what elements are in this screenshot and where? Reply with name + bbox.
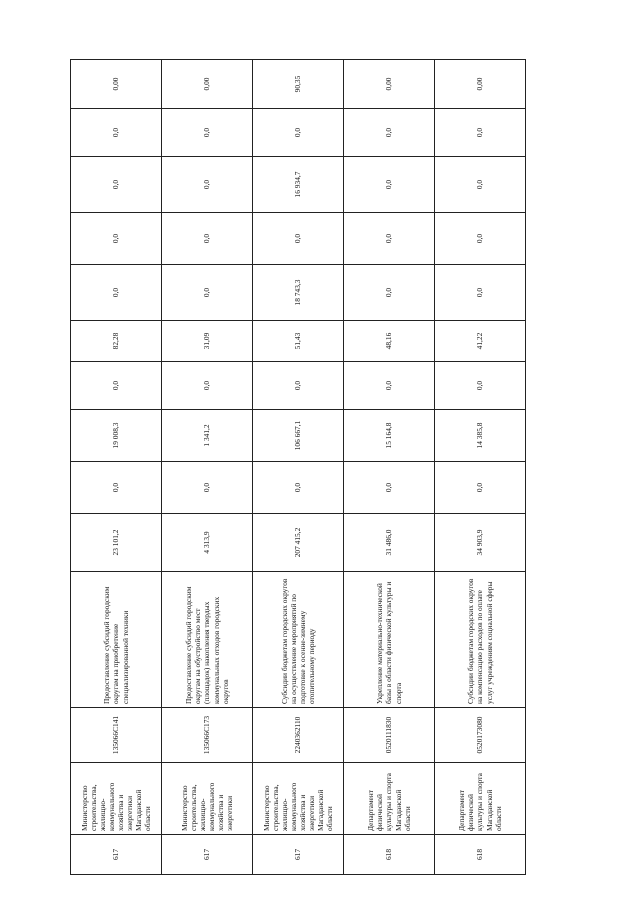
value-cell: 0,0 — [162, 265, 253, 321]
description-cell: Предоставление субсидий городским округам на приобретение специализированной техники — [71, 572, 162, 708]
value-cell: 0,00 — [344, 60, 435, 109]
value-cell: 0,00 — [71, 60, 162, 109]
code-cell: 617 — [253, 835, 344, 875]
description-cell: Субсидии бюджетам городских округов на компенсацию расходов по оплате услуг учреждениям социальной сферы — [435, 572, 526, 708]
value-cell: 19 008,3 — [71, 410, 162, 462]
value-cell: 0,0 — [253, 362, 344, 410]
target-code-cell: 2240362110 — [253, 708, 344, 763]
target-code-cell: 135066С141 — [71, 708, 162, 763]
target-code-cell: 135066С173 — [162, 708, 253, 763]
value-cell: 0,00 — [435, 60, 526, 109]
value-cell: 41,22 — [435, 321, 526, 362]
value-cell: 14 385,8 — [435, 410, 526, 462]
target-code-cell: 0520111830 — [344, 708, 435, 763]
value-cell: 0,0 — [162, 462, 253, 514]
value-cell: 0,0 — [71, 462, 162, 514]
value-cell: 34 903,9 — [435, 514, 526, 572]
table-row — [435, 60, 526, 875]
value-cell: 0,0 — [71, 265, 162, 321]
value-cell: 0,0 — [71, 157, 162, 213]
value-cell: 0,0 — [253, 213, 344, 265]
value-cell: 0,0 — [71, 362, 162, 410]
value-cell: 4 313,9 — [162, 514, 253, 572]
value-cell: 0,0 — [344, 265, 435, 321]
value-cell: 31,09 — [162, 321, 253, 362]
table-row — [162, 60, 253, 875]
table-row — [344, 60, 435, 875]
value-cell: 82,28 — [71, 321, 162, 362]
value-cell: 0,0 — [162, 109, 253, 157]
code-cell: 618 — [344, 835, 435, 875]
department-cell: Департамент физической культуры и спорта Магаданской области — [435, 763, 526, 835]
department-cell: Министерство строительства, жилищно-коммунального хозяйства и энергетики Магаданской области — [71, 763, 162, 835]
value-cell: 1 341,2 — [162, 410, 253, 462]
value-cell: 0,00 — [162, 60, 253, 109]
value-cell: 0,0 — [435, 213, 526, 265]
value-cell: 15 164,8 — [344, 410, 435, 462]
department-cell: Министерство строительства, жилищно-коммунального хозяйства и энергетики Магаданской области — [253, 763, 344, 835]
description-cell: Субсидии бюджетам городских округов на осуществление мероприятий по подготовке к осенне-зимнему отопительному периоду — [253, 572, 344, 708]
target-code-cell: 0520173080 — [435, 708, 526, 763]
budget-table — [70, 59, 526, 875]
value-cell: 0,0 — [435, 109, 526, 157]
value-cell: 0,0 — [71, 109, 162, 157]
value-cell: 0,0 — [435, 462, 526, 514]
value-cell: 18 743,3 — [253, 265, 344, 321]
value-cell: 0,0 — [253, 109, 344, 157]
rotated-table-container — [70, 60, 525, 875]
value-cell: 90,35 — [253, 60, 344, 109]
value-cell: 51,43 — [253, 321, 344, 362]
value-cell: 0,0 — [435, 265, 526, 321]
code-cell: 617 — [71, 835, 162, 875]
table-row — [253, 60, 344, 875]
value-cell: 16 934,7 — [253, 157, 344, 213]
value-cell: 0,0 — [344, 109, 435, 157]
value-cell: 0,0 — [71, 213, 162, 265]
value-cell: 0,0 — [344, 362, 435, 410]
table-body — [71, 60, 526, 875]
table-row — [71, 60, 162, 875]
value-cell: 0,0 — [344, 213, 435, 265]
value-cell: 0,0 — [435, 362, 526, 410]
value-cell: 207 415,2 — [253, 514, 344, 572]
description-cell: Предоставление субсидий городским округам на обустройство мест (площадок) накопления твердых коммунальных отходов городских округов — [162, 572, 253, 708]
department-cell: Департамент физической культуры и спорта Магаданской области — [344, 763, 435, 835]
value-cell: 48,16 — [344, 321, 435, 362]
description-cell: Укрепление материально-технической базы в области физической культуры и спорта — [344, 572, 435, 708]
value-cell: 0,0 — [162, 157, 253, 213]
value-cell: 31 486,0 — [344, 514, 435, 572]
department-cell: Министерство строительства, жилищно-коммунального хозяйства и энергетики — [162, 763, 253, 835]
value-cell: 0,0 — [253, 462, 344, 514]
value-cell: 0,0 — [162, 213, 253, 265]
value-cell: 23 101,2 — [71, 514, 162, 572]
code-cell: 618 — [435, 835, 526, 875]
value-cell: 0,0 — [162, 362, 253, 410]
value-cell: 0,0 — [344, 157, 435, 213]
value-cell: 0,0 — [435, 157, 526, 213]
value-cell: 106 667,1 — [253, 410, 344, 462]
value-cell: 0,0 — [344, 462, 435, 514]
code-cell: 617 — [162, 835, 253, 875]
